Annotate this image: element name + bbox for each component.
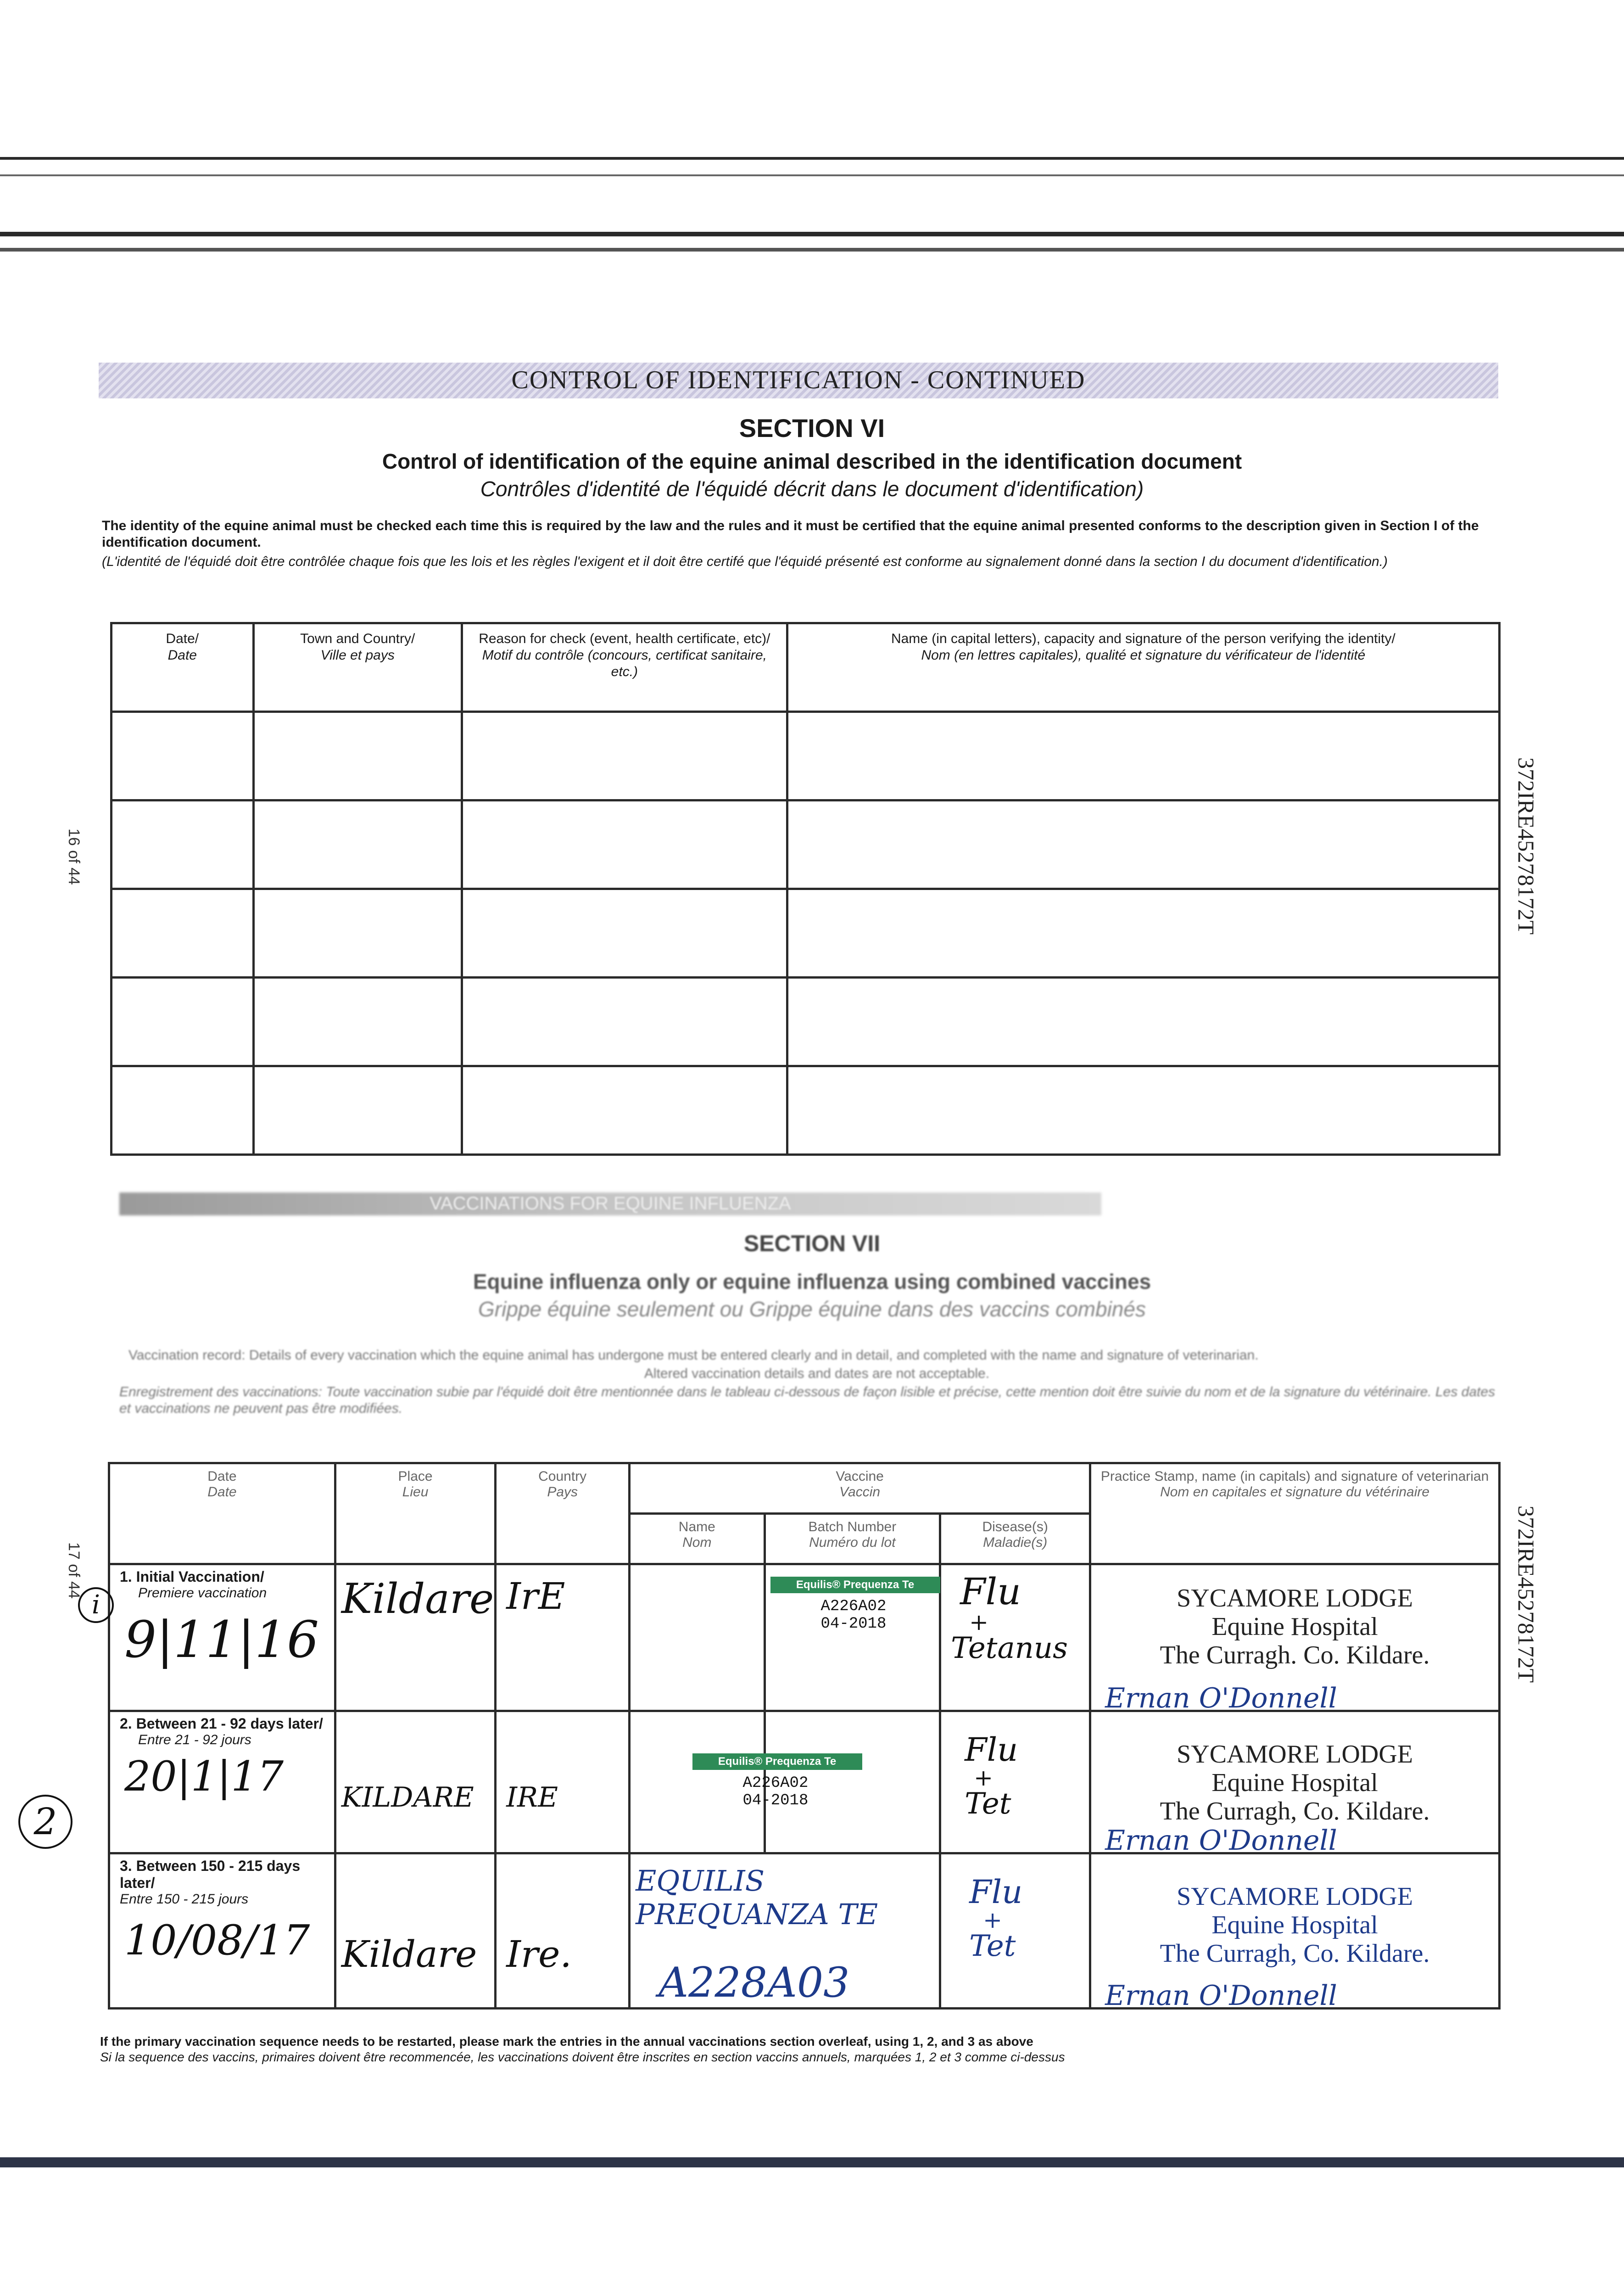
row-label-fr: Entre 21 - 92 jours <box>138 1732 251 1747</box>
sticker-batch: A226A02 <box>820 1598 887 1615</box>
vaccine-sticker <box>770 1577 940 1633</box>
vaccination-row-1 <box>109 1564 1500 1711</box>
row-label-en: 2. Between 21 - 92 days later/ <box>120 1715 323 1732</box>
cell[interactable] <box>787 1066 1499 1155</box>
header-stamp-en: Practice Stamp, name (in capitals) and signature of veterinarian <box>1100 1469 1489 1484</box>
section-7-note-2: Altered vaccination details and dates are not acceptable. <box>644 1366 990 1381</box>
cell[interactable] <box>253 889 462 978</box>
cell[interactable] <box>253 800 462 889</box>
disease-2: Tet <box>969 1929 1016 1963</box>
header-vacc-country <box>496 1463 630 1564</box>
footer-note-fr: Si la sequence des vaccins, primaires doivent être recommencée, les vaccinations doivent être inscrites en section vaccins annuels, marquées 1, 2 et 3 comme ci-dessus <box>100 2050 1065 2064</box>
banner-title: CONTROL OF IDENTIFICATION - CONTINUED <box>511 366 1086 394</box>
practice-stamp <box>1092 1882 1498 1968</box>
disease-plus: + <box>974 1764 993 1791</box>
header-verifier-en: Name (in capital letters), capacity and signature of the person verifying the identity/ <box>891 631 1395 646</box>
disease-2: Tet <box>965 1787 1011 1821</box>
header-vaccine <box>630 1463 1090 1514</box>
page-number-17: 17 of 44 <box>65 1542 83 1599</box>
vacc-date-cell[interactable] <box>109 1711 335 1853</box>
disease-plus: + <box>983 1907 1003 1933</box>
horse-id-top: 372IRE45278172T <box>1513 757 1539 935</box>
vacc-stamp-cell[interactable] <box>1090 1711 1500 1857</box>
vaccination-table <box>108 1462 1501 2010</box>
header-vacc-batch-fr: Numéro du lot <box>809 1535 896 1550</box>
stamp-line-1: SYCAMORE LODGE <box>1177 1740 1413 1769</box>
header-reason <box>462 623 787 712</box>
vacc-date-cell[interactable] <box>109 1564 335 1711</box>
vacc-stamp-cell[interactable] <box>1090 1853 1500 2012</box>
cell[interactable] <box>787 978 1499 1066</box>
row-marker-1: i <box>78 1587 114 1623</box>
identity-check-row <box>112 712 1500 800</box>
header-vacc-name <box>630 1514 765 1564</box>
vet-signature: Ernan O'Donnell <box>1105 1682 1337 1714</box>
vaccination-header-row-1 <box>109 1463 1500 1514</box>
vacc-country-cell[interactable] <box>496 1711 630 1853</box>
header-practice-stamp <box>1090 1463 1500 1564</box>
vacc-country: IrE <box>506 1575 565 1618</box>
vacc-stamp-cell[interactable] <box>1090 1564 1500 1714</box>
identity-check-table <box>110 622 1501 1156</box>
scan-line-top-3 <box>0 232 1624 236</box>
header-vacc-batch-en: Batch Number <box>808 1519 897 1534</box>
vacc-disease-cell[interactable] <box>940 1564 1090 1711</box>
section-7-banner: VACCINATIONS FOR EQUINE INFLUENZA <box>430 1193 791 1214</box>
vaccination-row-2 <box>109 1711 1500 1853</box>
header-vacc-date <box>109 1463 335 1564</box>
section-6-subtitle-fr: Contrôles d'identité de l'équidé décrit dans le document d'identification) <box>480 477 1144 501</box>
header-vacc-place-en: Place <box>398 1469 433 1484</box>
practice-stamp <box>1092 1584 1498 1669</box>
header-stamp-fr: Nom en capitales et signature du vétérinaire <box>1160 1484 1430 1500</box>
scan-line-top-4 <box>0 248 1624 252</box>
header-vacc-batch <box>765 1514 940 1564</box>
vacc-batch-handwritten: A228A03 <box>659 1959 850 2007</box>
header-vacc-disease-en: Disease(s) <box>982 1519 1048 1534</box>
sticker-expiry: 04-2018 <box>820 1615 887 1633</box>
vaccination-row-3 <box>109 1853 1500 2009</box>
cell[interactable] <box>462 712 787 800</box>
stamp-line-2: Equine Hospital <box>1211 1769 1378 1797</box>
header-vacc-date-en: Date <box>207 1469 237 1484</box>
vacc-disease-cell[interactable] <box>940 1711 1090 1853</box>
page-number-16: 16 of 44 <box>65 828 83 885</box>
section-7-note-fr: Enregistrement des vaccinations: Toute vaccination subie par l'équidé doit être mentionnée dans le tableau ci-dessous de façon lisible et précise, cette mention doit être suivie du nom et de la signature du vétérinaire. Les dates et vaccinations ne peuvent pas être modifiées. <box>119 1384 1496 1416</box>
identity-check-row <box>112 978 1500 1066</box>
disease-1: Flu <box>965 1731 1018 1769</box>
identity-check-header-row <box>112 623 1500 712</box>
stamp-line-1: SYCAMORE LODGE <box>1177 1584 1413 1612</box>
header-date <box>112 623 254 712</box>
header-vacc-place-fr: Lieu <box>402 1484 429 1500</box>
section-6-note-en: The identity of the equine animal must be checked each time this is required by the law and the rules and it must be certified that the equine animal presented conforms to the description given in Section I of the identification document. <box>102 518 1479 550</box>
scan-line-top-1 <box>0 157 1624 160</box>
vacc-country: IRE <box>506 1781 558 1814</box>
section-7-subtitle-en: Equine influenza only or equine influenza using combined vaccines <box>473 1270 1151 1293</box>
cell[interactable] <box>462 978 787 1066</box>
disease-1: Flu <box>969 1873 1023 1911</box>
cell[interactable] <box>253 712 462 800</box>
header-vaccine-fr: Vaccin <box>839 1484 881 1500</box>
header-vacc-place <box>335 1463 495 1564</box>
section-7-title: SECTION VII <box>743 1231 881 1256</box>
cell[interactable] <box>787 712 1499 800</box>
identity-check-row <box>112 1066 1500 1155</box>
vacc-batch-cell[interactable] <box>765 1564 940 1711</box>
vacc-place: KILDARE <box>341 1781 474 1814</box>
header-town-en: Town and Country/ <box>300 631 415 646</box>
vacc-date: 9|11|16 <box>124 1610 319 1669</box>
row-marker-2: 2 <box>18 1795 73 1849</box>
stamp-line-3: The Curragh, Co. Kildare. <box>1160 1797 1430 1825</box>
header-town <box>253 623 462 712</box>
section-7-note-1: Vaccination record: Details of every vaccination which the equine animal has undergone must be entered clearly and in detail, and completed with the name and signature of veterinarian. <box>128 1348 1259 1363</box>
header-vacc-country-en: Country <box>538 1469 587 1484</box>
cell[interactable] <box>112 800 254 889</box>
practice-stamp <box>1092 1740 1498 1825</box>
horse-id-bottom: 372IRE45278172T <box>1513 1506 1539 1683</box>
vacc-date: 20|1|17 <box>124 1752 284 1801</box>
vet-signature: Ernan O'Donnell <box>1105 1825 1337 1857</box>
header-verifier-fr: Nom (en lettres capitales), qualité et signature du vérificateur de l'identité <box>921 648 1366 663</box>
scan-line-bottom <box>0 2157 1624 2167</box>
vacc-date-cell[interactable] <box>109 1853 335 2009</box>
stamp-line-2: Equine Hospital <box>1211 1612 1378 1641</box>
identity-check-row <box>112 800 1500 889</box>
cell[interactable] <box>112 712 254 800</box>
cell[interactable] <box>462 800 787 889</box>
stamp-line-3: The Curragh. Co. Kildare. <box>1160 1641 1430 1669</box>
section-6-title: SECTION VI <box>739 414 885 442</box>
header-reason-en: Reason for check (event, health certificate, etc)/ <box>479 631 770 646</box>
disease-plus: + <box>969 1609 989 1635</box>
vacc-country-cell[interactable] <box>496 1564 630 1711</box>
vacc-batch-cell[interactable] <box>718 1711 940 1853</box>
header-vacc-disease-fr: Maladie(s) <box>983 1535 1048 1550</box>
cell[interactable] <box>462 1066 787 1155</box>
vet-signature: Ernan O'Donnell <box>1105 1980 1337 2012</box>
identity-check-row <box>112 889 1500 978</box>
vacc-name-cell[interactable] <box>630 1564 765 1711</box>
scan-line-top-2 <box>0 174 1624 176</box>
cell[interactable] <box>787 889 1499 978</box>
stamp-line-3: The Curragh, Co. Kildare. <box>1160 1939 1430 1968</box>
footer-note-en: If the primary vaccination sequence needs to be restarted, please mark the entries in the annual vaccinations section overleaf, using 1, 2, and 3 as above <box>100 2034 1033 2049</box>
header-vacc-date-fr: Date <box>207 1484 237 1500</box>
row-label-fr: Entre 150 - 215 jours <box>120 1892 249 1907</box>
header-reason-fr: Motif du contrôle (concours, certificat sanitaire, etc.) <box>482 648 767 679</box>
section-7-subtitle-fr: Grippe équine seulement ou Grippe équine dans des vaccins combinés <box>478 1297 1146 1321</box>
cell[interactable] <box>787 800 1499 889</box>
cell[interactable] <box>112 1066 254 1155</box>
vacc-name-batch-cell[interactable] <box>630 1853 940 2009</box>
vacc-country-cell[interactable] <box>496 1853 630 2009</box>
vacc-place-cell[interactable] <box>335 1853 495 2009</box>
cell[interactable] <box>462 889 787 978</box>
vacc-disease-cell[interactable] <box>940 1853 1090 2009</box>
cell[interactable] <box>112 889 254 978</box>
header-verifier <box>787 623 1499 712</box>
cell[interactable] <box>253 978 462 1066</box>
vaccine-sticker <box>692 1753 862 1809</box>
row-label-en: 1. Initial Vaccination/ <box>120 1568 264 1585</box>
row-label-en: 3. Between 150 - 215 days later/ <box>120 1858 301 1891</box>
vacc-name-handwritten: EQUILIS PREQUANZA TE <box>636 1864 878 1931</box>
stamp-line-2: Equine Hospital <box>1211 1911 1378 1939</box>
vacc-place: Kildare <box>341 1575 494 1623</box>
vacc-date: 10/08/17 <box>124 1916 310 1965</box>
disease-2: Tetanus <box>951 1631 1068 1665</box>
header-town-fr: Ville et pays <box>320 648 395 663</box>
cell[interactable] <box>112 978 254 1066</box>
vacc-place-cell[interactable] <box>335 1564 495 1711</box>
vacc-place: Kildare <box>341 1933 477 1976</box>
vacc-place-cell[interactable] <box>335 1711 495 1853</box>
sticker-batch: A226A02 <box>742 1774 809 1792</box>
header-date-en: Date/ <box>166 631 199 646</box>
disease-1: Flu <box>960 1570 1021 1613</box>
header-vacc-country-fr: Pays <box>547 1484 578 1500</box>
section-6-note-fr: (L'identité de l'équidé doit être contrôlée chaque fois que les lois et les règles l'exigent et il doit être certifé que l'équidé présenté est conforme au signalement donné dans la section I du document d'identification.) <box>102 554 1388 569</box>
vacc-country: Ire. <box>506 1933 572 1976</box>
header-date-fr: Date <box>167 648 197 663</box>
cell[interactable] <box>253 1066 462 1155</box>
header-vacc-name-en: Name <box>678 1519 715 1534</box>
sticker-brand: Equilis® Prequenza Te <box>692 1753 862 1770</box>
header-vacc-name-fr: Nom <box>682 1535 712 1550</box>
sticker-expiry: 04-2018 <box>742 1792 809 1809</box>
section-6-subtitle-en: Control of identification of the equine animal described in the identification document <box>382 449 1242 473</box>
row-label-fr: Premiere vaccination <box>138 1585 267 1601</box>
sticker-brand: Equilis® Prequenza Te <box>770 1577 940 1593</box>
header-vaccine-en: Vaccine <box>836 1469 884 1484</box>
header-vacc-disease <box>940 1514 1090 1564</box>
stamp-line-1: SYCAMORE LODGE <box>1177 1882 1413 1911</box>
